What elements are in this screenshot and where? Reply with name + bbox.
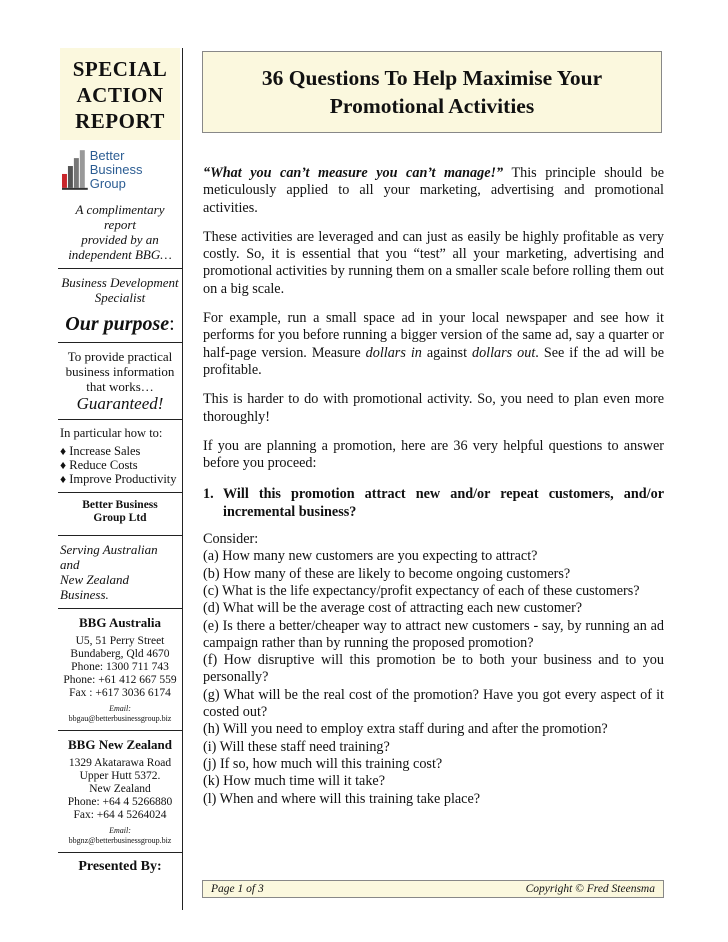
title-line: REPORT <box>75 109 165 133</box>
title-line: 36 Questions To Help Maximise Your <box>261 66 603 90</box>
list-item: (e) Is there a better/cheaper way to attract new customers - say, by running an ad campaign rather than by running the proposed promotion? <box>203 617 664 651</box>
note-line: Specialist <box>94 290 146 305</box>
office-heading: BBG Australia <box>79 615 161 630</box>
diamond-bullet-icon: ♦ <box>60 444 67 458</box>
note-line: provided by an <box>81 232 159 247</box>
logo-text: Better Business <box>89 148 143 177</box>
purpose-colon: : <box>169 313 175 335</box>
divider <box>58 852 182 853</box>
address-line: Upper Hutt 5372. <box>79 770 161 782</box>
bullet-text: Reduce Costs <box>69 458 138 472</box>
diamond-bullet-icon: ♦ <box>60 458 67 472</box>
fax-line: Fax : +617 3036 6174 <box>69 687 171 699</box>
address-line: New Zealand <box>89 783 151 795</box>
note-line: A complimentary report <box>75 202 165 232</box>
question-text: Will this promotion attract new and/or repeat customers, and/or incremental business? <box>223 486 664 520</box>
purpose-text <box>60 349 180 394</box>
email-label: Email: <box>109 704 131 713</box>
complimentary-note <box>60 202 180 262</box>
phone-line: Phone: +61 412 667 559 <box>63 674 177 686</box>
note-line: independent BBG… <box>68 247 172 262</box>
note-line: Business Development <box>61 275 179 290</box>
page-number: Page 1 of 3 <box>211 883 264 895</box>
email-label: Email: <box>109 826 131 835</box>
bbg-new-zealand-contact <box>60 737 180 846</box>
fax-line: Fax: +64 4 5264024 <box>73 809 167 821</box>
serving-note <box>60 542 180 602</box>
group-name-line: Better Business <box>82 499 158 511</box>
document-title <box>202 51 662 133</box>
main-content <box>203 165 664 808</box>
email-link[interactable]: bbgnz@betterbusinessgroup.biz <box>68 836 172 845</box>
office-heading: BBG New Zealand <box>67 737 172 752</box>
list-item <box>60 458 180 472</box>
list-item: (g) What will be the real cost of the promotion? Have you got every aspect of it costed out? <box>203 686 664 721</box>
page-footer <box>202 880 664 898</box>
bullet-text: Improve Productivity <box>69 472 177 486</box>
address-line: Bundaberg, Qld 4670 <box>70 648 170 660</box>
copyright-text: Copyright © Fred Steensma <box>525 883 655 895</box>
list-item <box>60 472 180 486</box>
divider <box>58 419 182 420</box>
paragraph: If you are planning a promotion, here are 36 very helpful questions to answer before you proceed: <box>203 437 664 472</box>
purpose-line: To provide practical <box>67 349 173 364</box>
diamond-bullet-icon: ♦ <box>60 472 67 486</box>
example-paragraph <box>203 310 664 379</box>
sidebar <box>60 48 180 879</box>
question-heading <box>203 486 664 521</box>
sidebar-divider-line <box>182 48 183 910</box>
divider <box>58 535 182 536</box>
guaranteed-text: Guaranteed! <box>76 394 164 413</box>
question-number: 1. <box>203 486 214 503</box>
list-item: (c) What is the life expectancy/profit expectancy of each of these customers? <box>203 582 640 599</box>
consider-label: Consider: <box>203 531 259 548</box>
list-item: (k) How much time will it take? <box>203 773 386 790</box>
quote-text: “What you can’t measure you can’t manage!” <box>203 165 504 181</box>
group-name-line: Group Ltd <box>93 512 147 524</box>
paragraph-text: . See if the ad will be profitable. <box>203 344 664 378</box>
presented-by-label: Presented By: <box>78 859 162 874</box>
title-line: ACTION <box>76 83 164 107</box>
paragraph-text: This principle should be meticulously applied to all your marketing, advertising and promotional activities. <box>203 165 664 216</box>
email-link[interactable]: bbgau@betterbusinessgroup.biz <box>68 714 172 723</box>
paragraph-text: against <box>421 344 472 361</box>
paragraph-text: For example, run a small space ad in your local newspaper and see how it performs for you before running a bigger version of the same ad, say a quarter or half-page version. Measure <box>203 310 664 361</box>
purpose-line: that works… <box>86 379 154 394</box>
list-item: (h) Will you need to employ extra staff during and after the promotion? <box>203 721 608 738</box>
how-to-heading: In particular how to: <box>60 426 163 440</box>
phone-line: Phone: +64 4 5266880 <box>67 796 173 808</box>
list-item: (d) What will be the average cost of attracting each new customer? <box>203 600 583 617</box>
list-item <box>60 444 180 458</box>
purpose-line: business information <box>65 364 175 379</box>
address-line: U5, 51 Perry Street <box>75 635 165 647</box>
specialist-note <box>60 275 180 305</box>
list-item: (f) How disruptive will this promotion be to both your business and to you personally? <box>203 652 664 686</box>
divider <box>58 342 182 343</box>
how-to-list <box>60 426 180 486</box>
divider <box>58 492 182 493</box>
divider <box>58 268 182 269</box>
divider <box>58 730 182 731</box>
divider <box>58 608 182 609</box>
serving-line: Serving Australian and <box>60 542 158 572</box>
list-item: (j) If so, how much will this training cost? <box>203 755 443 772</box>
list-item: (l) When and where will this training take place? <box>203 790 481 807</box>
list-item: (i) Will these staff need training? <box>203 738 390 755</box>
purpose-heading <box>60 313 180 336</box>
emphasis-text: dollars in <box>365 344 422 361</box>
better-business-group-logo <box>62 144 180 196</box>
emphasis-text: dollars out <box>471 344 536 361</box>
special-action-report-heading <box>60 48 180 140</box>
title-line: Promotional Activities <box>329 94 535 118</box>
list-item: (b) How many of these are likely to become ongoing customers? <box>203 565 571 582</box>
bar-chart-logo-icon <box>62 150 88 190</box>
bbg-australia-contact <box>60 615 180 724</box>
intro-paragraph <box>203 165 664 217</box>
bullet-text: Increase Sales <box>69 444 141 458</box>
purpose-label: Our purpose <box>65 313 170 335</box>
paragraph: This is harder to do with promotional activity. So, you need to plan even more thoroughly! <box>203 391 664 425</box>
group-name <box>60 499 180 525</box>
sub-question-list <box>203 548 664 807</box>
serving-line: New Zealand Business. <box>60 572 129 602</box>
title-line: SPECIAL <box>72 57 168 81</box>
phone-line: Phone: 1300 711 743 <box>71 661 169 673</box>
list-item: (a) How many new customers are you expecting to attract? <box>203 548 538 565</box>
paragraph: These activities are leveraged and can just as easily be highly profitable as very costly. So, it is essential that you “test” all your marketing, advertising and promotional activities by running them on a smaller scale before rolling them out on a big scale. <box>203 228 664 297</box>
logo-text: Group <box>89 176 126 191</box>
address-line: 1329 Akatarawa Road <box>68 757 172 769</box>
